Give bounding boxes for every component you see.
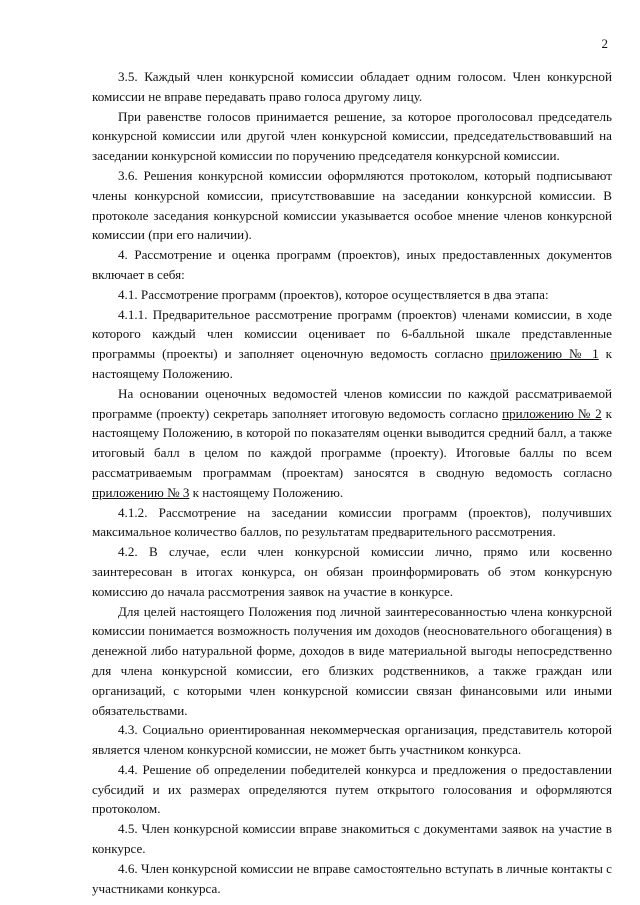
paragraph-text: к настоящему Положению.	[189, 484, 344, 500]
appendix-link[interactable]: приложению № 2	[502, 405, 602, 421]
appendix-link[interactable]: приложению № 3	[92, 484, 190, 500]
paragraph-text: При равенстве голосов принимается решение, за которое проголосовал председатель конкурсной комиссии или другой член конкурсной комиссии, председательствовавший на заседании конкурсной комиссии по поручению председателя конкурсной комиссии.	[92, 108, 612, 164]
paragraph-text: 3.5. Каждый член конкурсной комиссии обладает одним голосом. Член конкурсной комиссии не вправе передавать право голоса другому лицу.	[92, 69, 612, 104]
paragraph-text: 4.1.2. Рассмотрение на заседании комиссии программ (проектов), получивших максимальное количество баллов, по результатам предварительного рассмотрения.	[92, 504, 612, 540]
paragraph-text: к настоящему Положению, в которой по показателям оценки выводится средний балл, а также итоговый балл в целом по каждой программе (проекту). Итоговые баллы по всем рассматриваемым программам (проектам) заносятся в сводную ведомость согласно	[92, 405, 612, 480]
paragraph-p4-1	[92, 285, 612, 305]
appendix-link[interactable]: приложению № 1	[490, 346, 599, 362]
paragraph-text: 4.1. Рассмотрение программ (проектов), которое осуществляется в два этапа:	[118, 286, 549, 302]
paragraph-p3-5	[92, 67, 612, 107]
paragraph-text: 4.2. В случае, если член конкурсной комиссии лично, прямо или косвенно заинтересован в итогах конкурса, он обязан проинформировать об этом конкурсную комиссию до начала рассмотрения заявок на участие в конкурсе.	[92, 544, 612, 599]
paragraph-text: 4.6. Член конкурсной комиссии не вправе самостоятельно вступать в личные контакты с участниками конкурса.	[92, 860, 612, 896]
paragraph-text: 4.4. Решение об определении победителей конкурса и предложения о предоставлении субсидий и их размерах определяются путем открытого голосования и оформляются протоколом.	[92, 761, 612, 817]
paragraph-p4-2	[92, 542, 612, 601]
paragraph-p-summary-sheet	[92, 384, 612, 503]
paragraph-p4-6	[92, 859, 612, 899]
paragraph-text: 4.5. Член конкурсной комиссии вправе знакомиться с документами заявок на участие в конкурсе.	[92, 821, 612, 857]
document-body	[92, 67, 612, 898]
paragraph-p4-1-1	[92, 305, 612, 384]
paragraph-p4-5	[92, 819, 612, 859]
paragraph-text: 3.6. Решения конкурсной комиссии оформляются протоколом, который подписывают члены конкурсной комиссии, присутствовавшие на заседании конкурсной комиссии. В протоколе заседания конкурсной комиссии указывается особое мнение членов конкурсной комиссии (при его наличии).	[92, 167, 612, 243]
paragraph-text: Для целей настоящего Положения под личной заинтересованностью члена конкурсной комиссии понимается возможность получения им доходов (неосновательного обогащения) в денежной либо натуральной форме, доходов в виде материальной выгоды непосредственно для члена конкурсной комиссии, его близких родственников, а также граждан или организаций, с которыми член конкурсной комиссии связан финансовыми или иными обязательствами.	[92, 603, 612, 718]
paragraph-p-interest	[92, 602, 612, 721]
paragraph-text: 4.1.1. Предварительное рассмотрение программ (проектов) членами комиссии, в ходе которого каждый член комиссии оценивает по 6-балльной шкале представленные программы (проекты) и заполняет оценочную ведомость согласно	[92, 306, 612, 362]
paragraph-text: 4.3. Социально ориентированная некоммерческая организация, представитель которой является членом конкурсной комиссии, не может быть участником конкурса.	[92, 722, 612, 758]
paragraph-p4-1-2	[92, 503, 612, 543]
paragraph-p4-3	[92, 720, 612, 760]
paragraph-text: 4. Рассмотрение и оценка программ (проектов), иных предоставленных документов включает в себя:	[92, 247, 612, 282]
paragraph-p-equal-votes	[92, 107, 612, 166]
paragraph-p4-4	[92, 760, 612, 819]
paragraph-p4	[92, 245, 612, 285]
paragraph-p3-6	[92, 166, 612, 245]
page-number: 2	[601, 36, 608, 51]
paragraph-text: к настоящему Положению.	[92, 346, 612, 381]
paragraph-text: На основании оценочных ведомостей членов комиссии по каждой рассматриваемой программе (проекту) секретарь заполняет итоговую ведомость согласно	[92, 385, 612, 421]
